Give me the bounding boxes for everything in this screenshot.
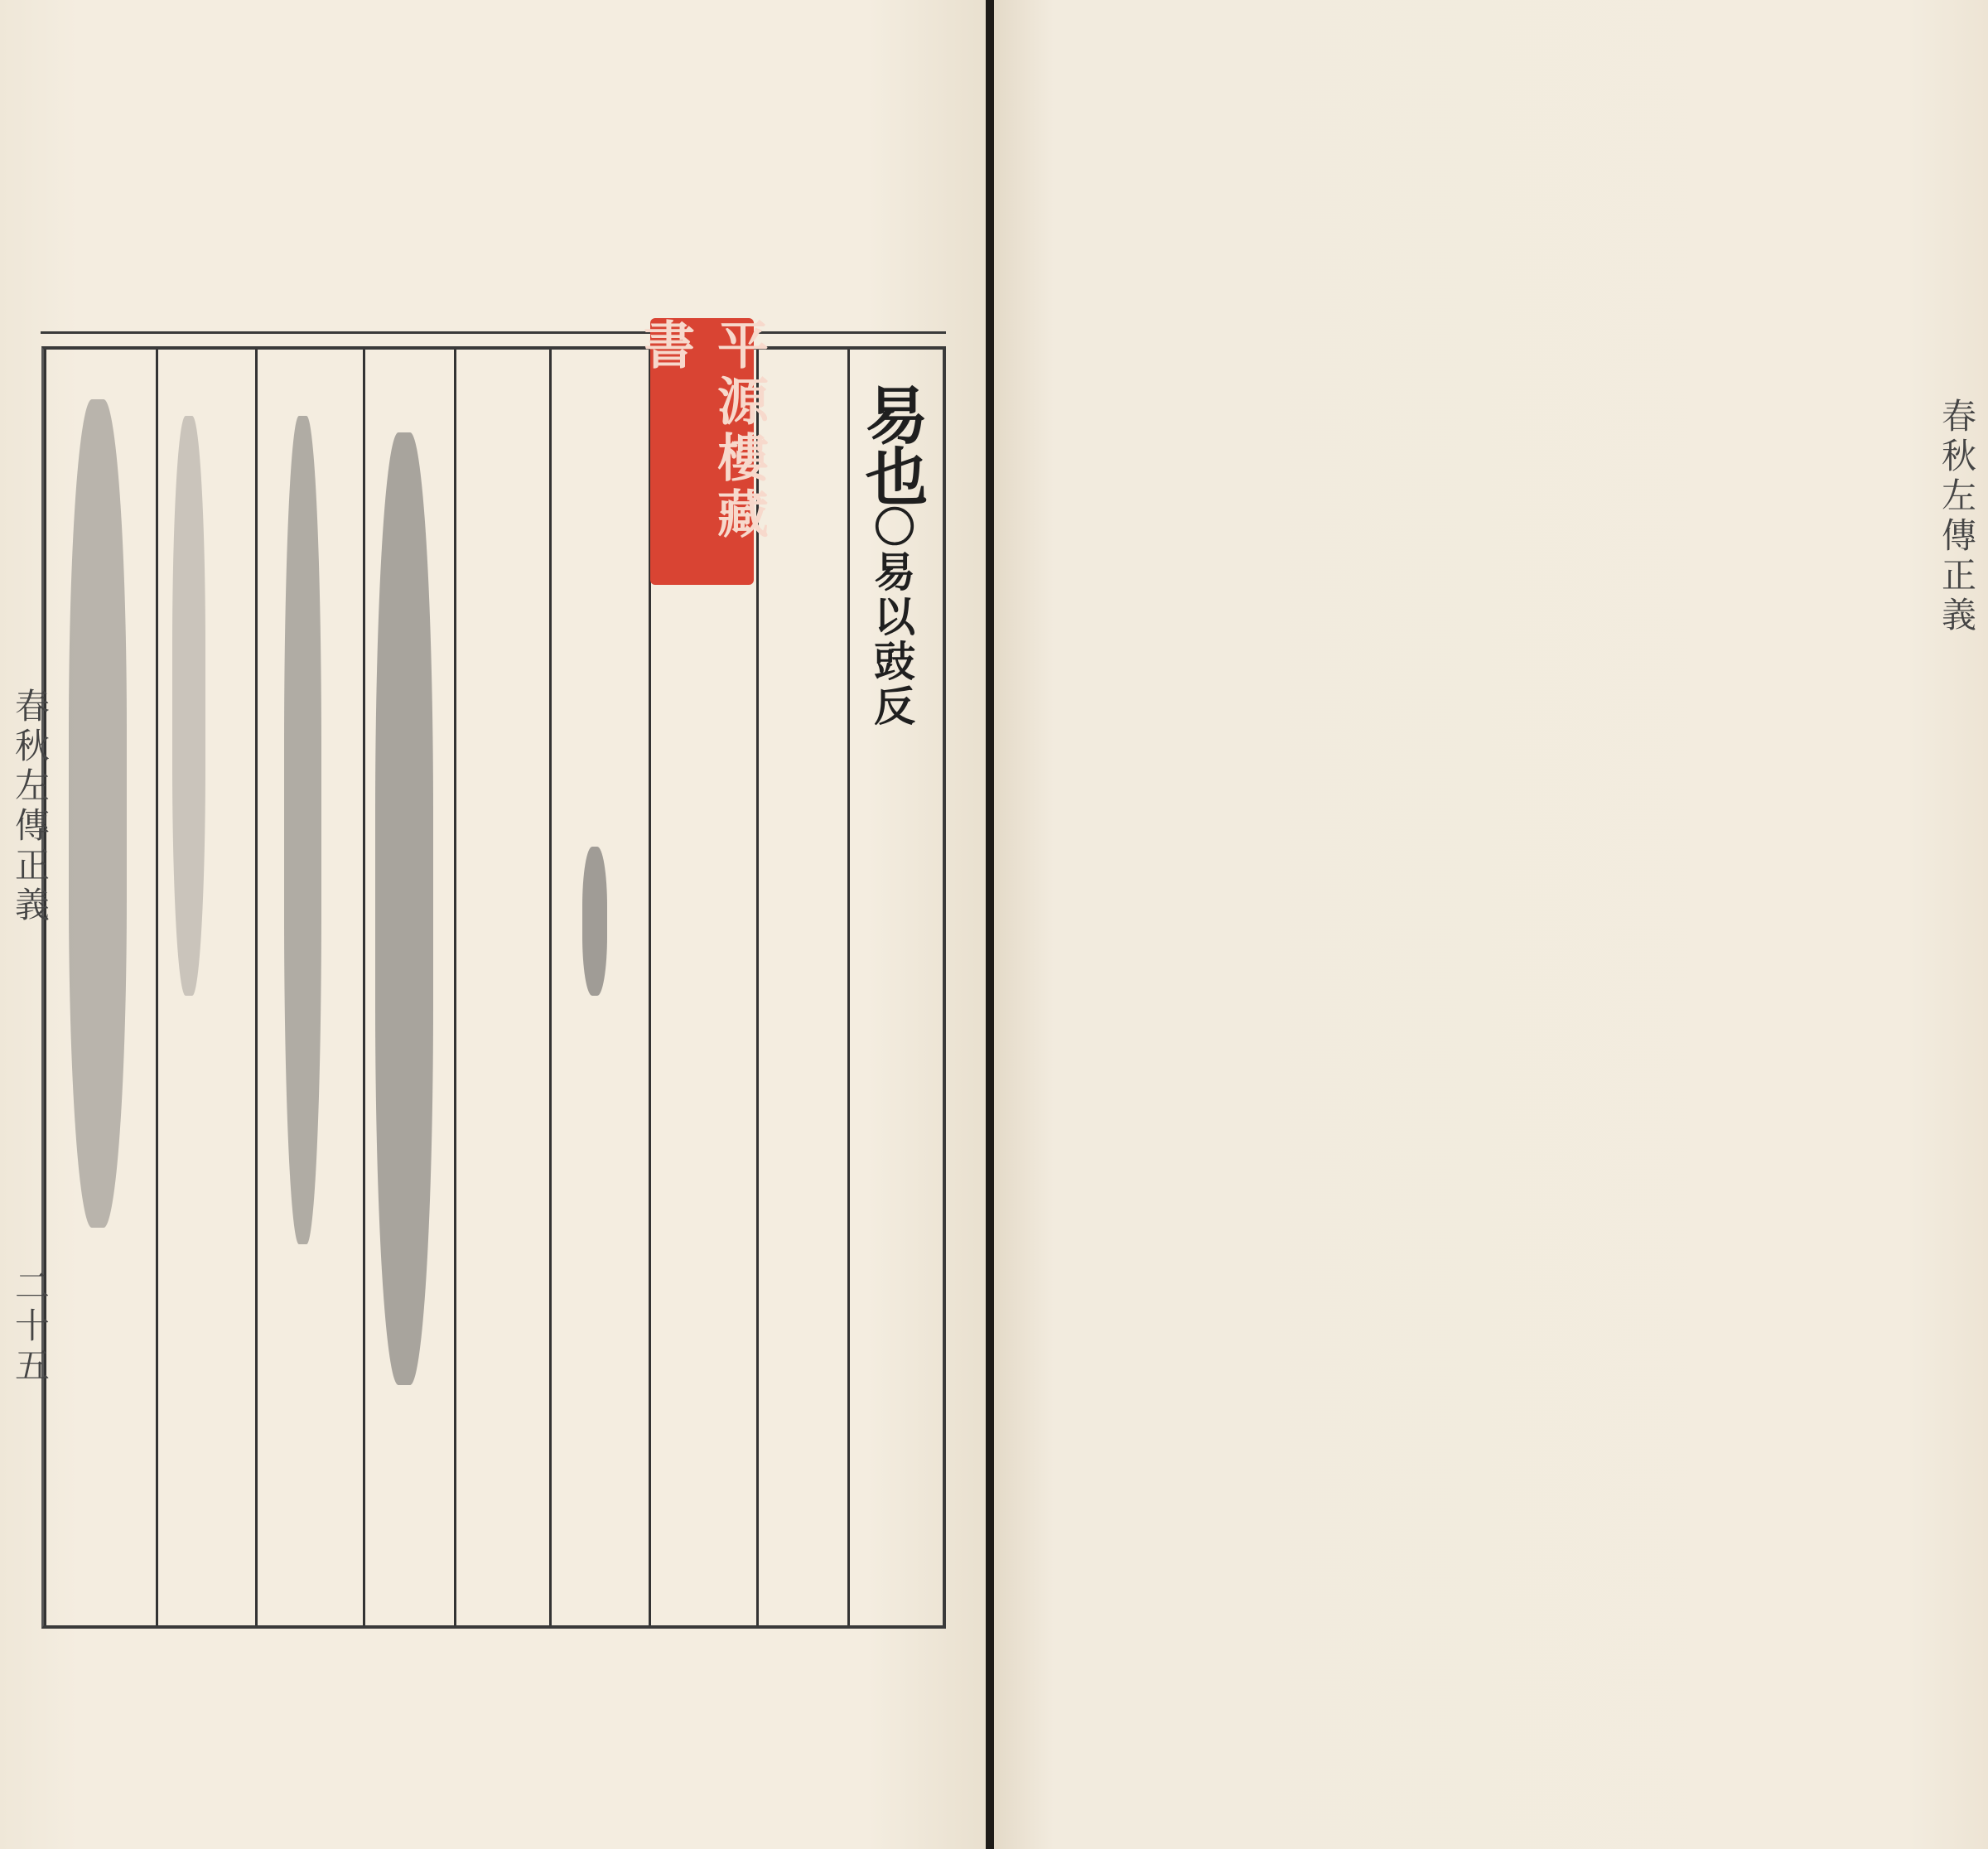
ink-smudge	[69, 399, 127, 1228]
column-rule	[363, 350, 365, 1625]
column-rule	[156, 350, 158, 1625]
column-rule	[255, 350, 258, 1625]
ink-smudge	[375, 432, 433, 1385]
column-rule	[44, 350, 46, 1625]
column-rule	[549, 350, 552, 1625]
right-margin-fold-title: 春秋左傳正義	[1937, 398, 1977, 636]
book-gutter	[986, 0, 994, 1849]
left-margin-page-number: 二十五	[10, 1267, 51, 1387]
ink-smudge	[582, 847, 607, 996]
right-page	[994, 0, 1988, 1849]
collector-seal: 平源樓藏書	[650, 318, 754, 585]
ink-smudge	[284, 416, 321, 1244]
column-rule	[454, 350, 456, 1625]
left-page	[0, 0, 986, 1849]
left-margin-fold-title: 春秋左傳正義	[10, 688, 51, 926]
left-page-frame	[41, 346, 946, 1629]
ink-smudge	[172, 416, 205, 996]
text-column-yi-ye: 易也〇易以豉反	[855, 383, 929, 729]
column-rule	[847, 350, 850, 1625]
